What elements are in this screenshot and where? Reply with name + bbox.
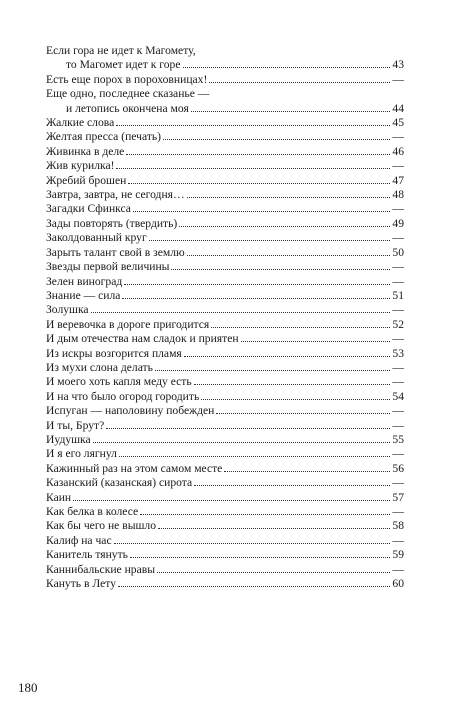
entry-text: Есть еще порох в пороховницах! (46, 72, 208, 86)
index-entry (46, 505, 404, 519)
dot-leader (201, 399, 390, 400)
dot-leader (122, 298, 390, 299)
index-entry (46, 548, 404, 562)
dot-leader (187, 197, 391, 198)
page-number: 180 (18, 680, 38, 695)
entry-page-number: — (392, 159, 404, 173)
dot-leader (209, 82, 390, 83)
entry-page-number: — (392, 447, 404, 461)
index-entry (46, 188, 404, 202)
index-entry (46, 563, 404, 577)
entry-text: Живинка в деле (46, 144, 125, 158)
dot-leader (91, 312, 391, 313)
index-entry (46, 289, 404, 303)
dot-leader (118, 586, 390, 587)
entry-text: Кажинный раз на этом самом месте (46, 461, 223, 475)
entry-text: Желтая пресса (печать) (46, 130, 162, 144)
index-entry (46, 534, 404, 548)
dot-leader (241, 341, 391, 342)
entry-page-number: 56 (392, 461, 404, 475)
dot-leader (126, 154, 390, 155)
entry-text: Калиф на час (46, 533, 112, 547)
index-entry (46, 174, 404, 188)
entry-page-number: 43 (392, 58, 404, 72)
index-entry (46, 217, 404, 231)
index-entry (46, 318, 404, 332)
dot-leader (158, 528, 390, 529)
entry-text: Канитель тянуть (46, 548, 128, 562)
dot-leader (140, 514, 390, 515)
index-entry (46, 73, 404, 87)
entry-page-number: 45 (392, 116, 404, 130)
index-entry (46, 390, 404, 404)
entry-page-number: — (392, 505, 404, 518)
entry-page-number: 51 (392, 288, 404, 302)
index-entry (46, 246, 404, 260)
dot-leader (128, 183, 390, 184)
dot-leader (187, 255, 391, 256)
entry-text: И я его лягнул (46, 447, 117, 461)
dot-leader (130, 557, 390, 558)
entry-text: Знание — сила (46, 288, 121, 302)
entry-page-number: 50 (392, 245, 404, 259)
index-entry (46, 447, 404, 461)
dot-leader (184, 356, 391, 357)
entry-text: И дым отечества нам сладок и приятен (46, 332, 239, 346)
dot-leader (116, 125, 390, 126)
dot-leader (191, 111, 391, 112)
index-entry (46, 347, 404, 361)
entry-page-number: — (392, 476, 404, 490)
entry-text: И моего хоть капля меду есть (46, 375, 192, 389)
entry-page-number: 48 (392, 188, 404, 202)
entry-text: Иудушка (46, 432, 91, 446)
entry-page-number: — (392, 533, 404, 547)
dot-leader (194, 485, 390, 486)
dot-leader (211, 327, 390, 328)
entry-text: Каин (46, 490, 72, 504)
dot-leader (93, 442, 391, 443)
dot-leader (106, 428, 390, 429)
dot-leader (224, 471, 390, 472)
dot-leader (73, 500, 390, 501)
entry-page-number: 46 (392, 144, 404, 158)
index-entry (46, 491, 404, 505)
entry-page-number: — (392, 360, 404, 374)
index-entry (46, 116, 404, 130)
entry-page-number: 60 (392, 577, 404, 591)
entry-text: Жалкие слова (46, 116, 115, 130)
entry-page-number: — (392, 303, 404, 317)
entry-text: И веревочка в дороге пригодится (46, 317, 210, 331)
entry-text: Из мухи слона делать (46, 360, 153, 374)
entry-text: Зарыть талант свой в землю (46, 245, 185, 259)
entry-text: Звезды первой величины (46, 260, 170, 274)
dot-leader (149, 240, 391, 241)
dot-leader (119, 456, 390, 457)
index-entry (46, 87, 404, 116)
dot-leader (194, 384, 391, 385)
index-entry (46, 433, 404, 447)
index-entry (46, 275, 404, 289)
index-entry (46, 130, 404, 144)
dot-leader (116, 168, 390, 169)
dot-leader (216, 413, 390, 414)
entry-text: и летопись окончена моя (66, 101, 189, 115)
entry-text: Казанский (казанская) сирота (46, 476, 193, 490)
index-entry (46, 476, 404, 490)
entry-text: Загадки Сфинкса (46, 202, 131, 216)
dot-leader (124, 284, 390, 285)
dot-leader (163, 139, 390, 140)
index-list (46, 44, 404, 591)
entry-page-number: — (392, 418, 404, 432)
dot-leader (157, 572, 390, 573)
entry-text: Испуган — наполовину побежден (46, 404, 215, 418)
index-entry (46, 419, 404, 433)
dot-leader (179, 226, 390, 227)
index-entry (46, 145, 404, 159)
entry-text: Жив курилка! (46, 159, 115, 173)
entry-page-number: — (392, 231, 404, 245)
entry-page-number: — (392, 72, 404, 86)
entry-page-number: 54 (392, 389, 404, 403)
entry-page-number: — (392, 404, 404, 418)
entry-text: Кануть в Лету (46, 577, 116, 591)
entry-page-number: — (392, 130, 404, 144)
index-entry (46, 202, 404, 216)
index-entry (46, 260, 404, 274)
entry-page-number: — (392, 202, 404, 216)
index-entry (46, 404, 404, 418)
entry-page-number: — (392, 274, 404, 288)
entry-text: Как бы чего не вышло (46, 519, 157, 533)
entry-text: Золушка (46, 303, 89, 317)
entry-text: Из искры возгорится пламя (46, 346, 182, 360)
index-entry (46, 231, 404, 245)
entry-page-number: 59 (392, 548, 404, 562)
dot-leader (183, 67, 391, 68)
entry-text: И ты, Брут? (46, 418, 105, 432)
entry-page-number: — (392, 562, 404, 576)
index-entry (46, 519, 404, 533)
index-entry (46, 303, 404, 317)
entry-page-number: 52 (392, 317, 404, 331)
index-entry (46, 159, 404, 173)
entry-page-number: — (392, 332, 404, 346)
entry-page-number: 49 (392, 216, 404, 230)
dot-leader (133, 211, 390, 212)
entry-page-number: 44 (392, 101, 404, 115)
entry-text: Зелен виноград (46, 274, 123, 288)
entry-page-number: 58 (392, 519, 404, 533)
dot-leader (171, 269, 390, 270)
index-entry (46, 361, 404, 375)
entry-text: Если гора не идет к Магомету, (46, 44, 196, 57)
entry-text: Завтра, завтра, не сегодня… (46, 188, 185, 202)
entry-page-number: 47 (392, 173, 404, 187)
index-entry (46, 44, 404, 73)
entry-page-number: 53 (392, 346, 404, 360)
index-entry (46, 577, 404, 591)
entry-text: то Магомет идет к горе (66, 58, 181, 72)
dot-leader (114, 543, 391, 544)
index-entry (46, 332, 404, 346)
index-entry (46, 462, 404, 476)
entry-text: Заколдованный круг (46, 231, 147, 245)
entry-page-number: — (392, 375, 404, 389)
dot-leader (155, 370, 391, 371)
entry-text: Зады повторять (твердить) (46, 216, 178, 230)
entry-page-number: 55 (392, 432, 404, 446)
index-entry (46, 375, 404, 389)
entry-text: Еще одно, последнее сказанье — (46, 87, 210, 101)
entry-text: И на что было огород городить (46, 389, 200, 403)
entry-text: Каннибальские нравы (46, 562, 155, 576)
entry-text: Жребий брошен (46, 173, 127, 187)
entry-text: Как белка в колесе (46, 505, 139, 518)
entry-page-number: — (392, 260, 404, 274)
entry-page-number: 57 (392, 490, 404, 504)
